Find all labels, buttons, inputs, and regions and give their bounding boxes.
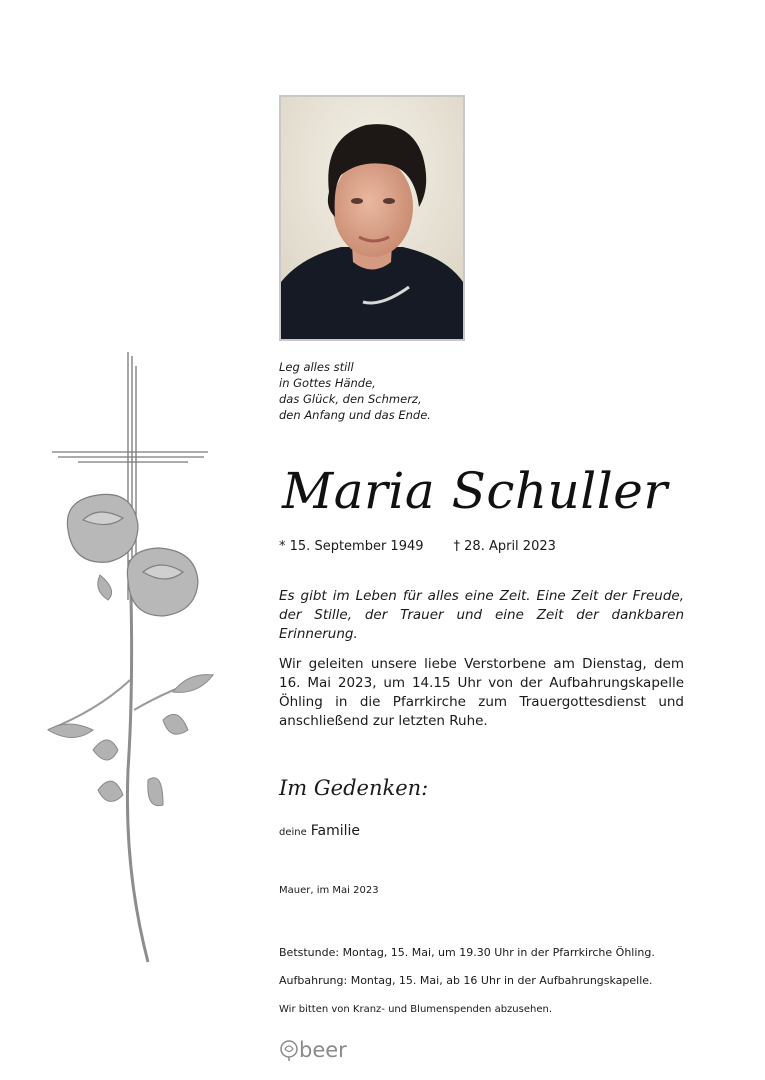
portrait-photo [279, 95, 465, 341]
verse [279, 359, 431, 423]
life-dates [279, 539, 586, 554]
death-date: † 28. April 2023 [453, 539, 556, 554]
viewing-info: Aufbahrung: Montag, 15. Mai, ab 16 Uhr in der Aufbahrungskapelle. [279, 974, 653, 987]
logo-text: beer [299, 1038, 347, 1062]
family-signature [279, 820, 360, 839]
donation-note: Wir bitten von Kranz- und Blumenspenden abzusehen. [279, 1004, 553, 1015]
rose-logo-icon [279, 1039, 299, 1061]
verse-line: das Glück, den Schmerz, [279, 392, 422, 406]
memory-heading: Im Gedenken: [279, 776, 429, 800]
quote-text: Es gibt im Leben für alles eine Zeit. Eine Zeit der Freude, der Stille, der Trauer und eine Zeit der dankbaren Erinnerung. [279, 588, 684, 642]
beer-logo [279, 1038, 347, 1064]
verse-line: den Anfang und das Ende. [279, 408, 431, 422]
place-date: Mauer, im Mai 2023 [279, 885, 379, 896]
family-name: Familie [310, 823, 361, 839]
verse-line: in Gottes Hände, [279, 376, 376, 390]
verse-line: Leg alles still [279, 360, 354, 374]
birth-date: * 15. September 1949 [279, 539, 424, 554]
funeral-announcement: Wir geleiten unsere liebe Verstorbene am Dienstag, dem 16. Mai 2023, um 14.15 Uhr von der Aufbahrungskapelle Öhling in die Pfarrkirche zum Trauergottesdienst und anschließend zur letzten Ruhe. [279, 656, 684, 729]
prayer-hour-info: Betstunde: Montag, 15. Mai, um 19.30 Uhr in der Pfarrkirche Öhling. [279, 946, 655, 959]
deceased-name: Maria Schuller [282, 462, 668, 520]
cross-with-roses-icon [38, 350, 223, 970]
family-prefix: deine [279, 827, 307, 838]
